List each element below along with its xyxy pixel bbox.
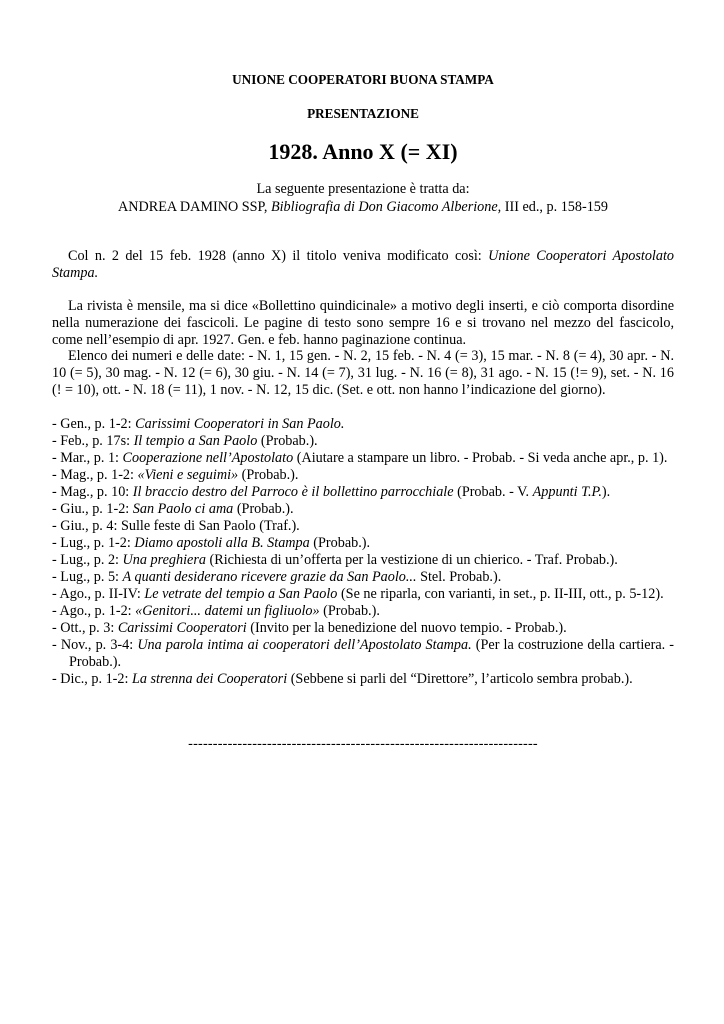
entry-italic: Il tempio a San Paolo bbox=[133, 433, 258, 449]
entry-post: (Se ne riparla, con varianti, in set., p. II-III, ott., p. 5-12). bbox=[340, 586, 664, 602]
list-item bbox=[52, 416, 674, 433]
entry-pre: - Lug., p. 2: bbox=[52, 552, 119, 568]
list-item bbox=[52, 433, 674, 450]
list-item bbox=[52, 467, 674, 484]
list-item bbox=[52, 603, 674, 620]
list-item bbox=[52, 450, 674, 467]
section-heading: PRESENTAZIONE bbox=[307, 106, 419, 121]
list-item bbox=[52, 501, 674, 518]
entry-italic: Le vetrate del tempio a San Paolo bbox=[144, 586, 338, 602]
entry-italic: «Vieni e seguimi» bbox=[137, 467, 239, 483]
entry-italic: Diamo apostoli alla B. Stampa bbox=[134, 535, 310, 551]
paragraph-description: La rivista è mensile, ma si dice «Bollettino quindicinale» a motivo degli inserti, e ciò comporta disordine nella numerazione dei fascicoli. Le pagine di testo sono sempre 16 e si trovano nel mezzo del fascicolo, come nell’esempio di apr. 1927. Gen. e feb. hanno paginazione continua. bbox=[52, 298, 674, 348]
entry-pre: - Giu., p. 4: Sulle feste di San Paolo (Traf.). bbox=[52, 518, 300, 534]
entry-pre: - Giu., p. 1-2: bbox=[52, 501, 130, 517]
entry-italic: Una parola intima ai cooperatori dell’Apostolato Stampa. bbox=[137, 637, 472, 653]
entry-post: (Probab.). bbox=[313, 535, 371, 551]
source-book-title: Bibliografia di Don Giacomo Alberione, bbox=[270, 199, 502, 215]
organization-heading: UNIONE COOPERATORI BUONA STAMPA bbox=[232, 72, 494, 87]
entry-italic: San Paolo ci ama bbox=[132, 501, 234, 517]
entry-post: (Sebbene si parli del “Direttore”, l’articolo sembra probab.). bbox=[290, 671, 633, 687]
list-item bbox=[52, 484, 674, 501]
source-citation bbox=[52, 199, 674, 216]
entry-italic: «Genitori... datemi un figliuolo» bbox=[135, 603, 320, 619]
list-item bbox=[52, 569, 674, 586]
entry-post: Stel. Probab.). bbox=[420, 569, 502, 585]
source-edition: III ed., p. 158-159 bbox=[504, 199, 608, 215]
entry-post: (Per la costruzione della cartiera. - Probab.). bbox=[69, 637, 675, 670]
separator-rule: ----------------------------------------------------------------------- bbox=[188, 736, 538, 752]
list-item bbox=[52, 586, 674, 603]
source-author: ANDREA DAMINO SSP, bbox=[118, 199, 268, 215]
entry-italic: Una preghiera bbox=[122, 552, 206, 568]
entry-italic: A quanti desiderano ricevere grazie da San Paolo... bbox=[122, 569, 417, 585]
page-title: 1928. Anno X (= XI) bbox=[268, 139, 458, 164]
source-intro: La seguente presentazione è tratta da: bbox=[256, 181, 470, 197]
entry-post: (Probab.). bbox=[323, 603, 380, 619]
entry-pre: - Nov., p. 3-4: bbox=[52, 637, 134, 653]
new-title-italic: Unione Cooperatori Apostolato Stampa. bbox=[52, 248, 675, 281]
entry-post: (Invito per la benedizione del nuovo tempio. - Probab.). bbox=[250, 620, 567, 636]
list-item bbox=[52, 518, 674, 535]
entry-italic: La strenna dei Cooperatori bbox=[132, 671, 288, 687]
paragraph-issue-list: Elenco dei numeri e delle date: - N. 1, 15 gen. - N. 2, 15 feb. - N. 4 (= 3), 15 mar. - N. 8 (= 4), 30 apr. - N. 10 (= 5), 30 mag. - N. 12 (= 6), 30 giu. - N. 14 (= 7), 31 lug. - N. 16 (= 8), 31 ago. - N. 15 (!= 9), set. - N. 16 (! = 10), ott. - N. 18 (= 11), 1 nov. - N. 12, 15 dic. (Set. e ott. non hanno l’indicazione del giorno). bbox=[52, 348, 674, 398]
entry-post2: ). bbox=[601, 484, 611, 500]
entry-post: (Richiesta di un’offerta per la vestizione di un chierico. - Traf. Probab.). bbox=[209, 552, 618, 568]
entry-pre: - Mag., p. 10: bbox=[52, 484, 130, 500]
list-item bbox=[52, 620, 674, 637]
entry-post: (Probab.). bbox=[241, 467, 299, 483]
entry-pre: - Mar., p. 1: bbox=[52, 450, 119, 466]
entry-pre: - Ott., p. 3: bbox=[52, 620, 115, 636]
entry-post: (Probab.). bbox=[260, 433, 318, 449]
entry-post: (Probab. - V. bbox=[457, 484, 530, 500]
entry-pre: - Mag., p. 1-2: bbox=[52, 467, 134, 483]
entry-italic: Carissimi Cooperatori bbox=[117, 620, 247, 636]
list-item bbox=[52, 552, 674, 569]
entry-pre: - Feb., p. 17s: bbox=[52, 433, 131, 449]
article-list bbox=[52, 416, 674, 688]
entry-post: (Probab.). bbox=[236, 501, 294, 517]
entry-post: (Aiutare a stampare un libro. - Probab. - Si veda anche apr., p. 1). bbox=[296, 450, 668, 466]
entry-pre: - Lug., p. 1-2: bbox=[52, 535, 131, 551]
entry-pre: - Gen., p. 1-2: bbox=[52, 416, 132, 432]
entry-italic: Il braccio destro del Parroco è il bollettino parrocchiale bbox=[132, 484, 454, 500]
entry-pre: - Dic., p. 1-2: bbox=[52, 671, 129, 687]
entry-italic: Cooperazione nell’Apostolato bbox=[122, 450, 294, 466]
entry-italic: Carissimi Cooperatori in San Paolo. bbox=[135, 416, 345, 432]
entry-pre: - Lug., p. 5: bbox=[52, 569, 119, 585]
entry-pre: - Ago., p. II-IV: bbox=[52, 586, 141, 602]
list-item bbox=[52, 671, 674, 688]
paragraph-text: Col n. 2 del 15 feb. 1928 (anno X) il titolo veniva modificato così: bbox=[68, 248, 482, 264]
paragraph-title-change bbox=[52, 248, 674, 282]
entry-pre: - Ago., p. 1-2: bbox=[52, 603, 132, 619]
entry-italic2: Appunti T.P. bbox=[532, 484, 602, 500]
list-item bbox=[52, 535, 674, 552]
list-item bbox=[52, 637, 674, 671]
